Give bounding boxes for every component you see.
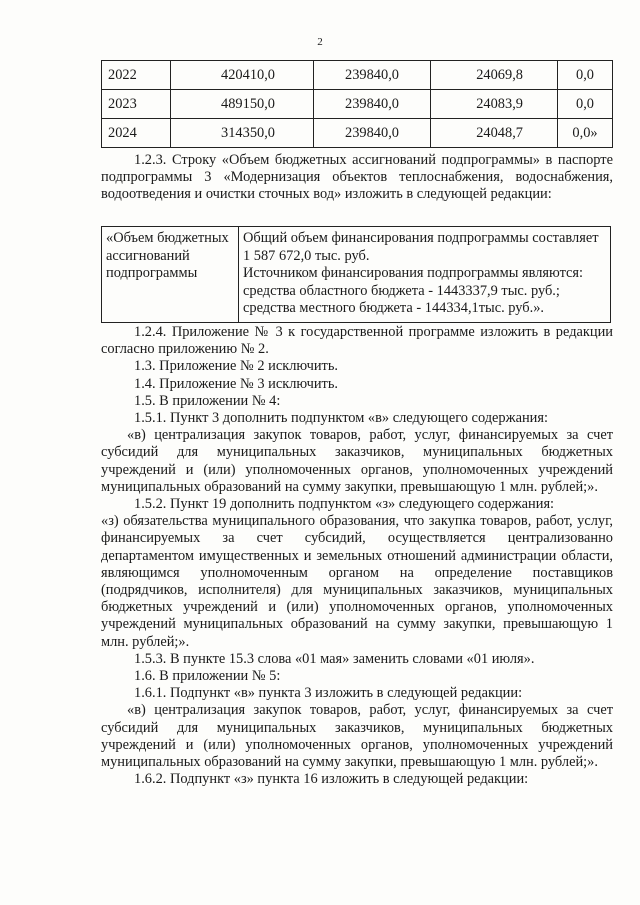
finance-year-cell: 2024 bbox=[102, 119, 171, 148]
body-paragraph: 1.3. Приложение № 2 исключить. bbox=[134, 358, 338, 375]
body-paragraph: «в) централизация закупок товаров, работ, услуг, финансируемых за счет субсидий для муниципальных заказчиков, муниципальных бюджетных учреждений и (или) уполномоченных органов, уполномоченных учреждений муниципальных образований на сумму закупки, превышающую 1 млн. рублей;». bbox=[101, 702, 613, 771]
finance-value-cell: 24048,7 bbox=[431, 119, 558, 148]
paragraph-1-2-3: 1.2.3. Строку «Объем бюджетных ассигнований подпрограммы» в паспорте подпрограммы 3 «Модернизация объектов теплоснабжения, водоснабжения, водоотведения и очистки сточных вод» изложить в следующей редакции: bbox=[101, 152, 613, 203]
body-paragraph: 1.5.3. В пункте 15.3 слова «01 мая» заменить словами «01 июля». bbox=[134, 650, 535, 667]
budget-volume-table bbox=[101, 226, 611, 323]
finance-value-cell: 314350,0 bbox=[171, 119, 314, 148]
body-paragraph: 1.6. В приложении № 5: bbox=[134, 668, 281, 685]
budget-volume-row bbox=[102, 227, 611, 323]
body-paragraph: 1.5.1. Пункт 3 дополнить подпунктом «в» следующего содержания: bbox=[134, 410, 548, 427]
page-number: 2 bbox=[317, 36, 323, 48]
body-paragraph: 1.2.4. Приложение № 3 к государственной программе изложить в редакции согласно приложению № 2. bbox=[101, 324, 613, 358]
body-text bbox=[101, 324, 613, 788]
finance-row bbox=[102, 90, 613, 119]
finance-table-body bbox=[102, 61, 613, 148]
finance-value-cell: 489150,0 bbox=[171, 90, 314, 119]
budget-volume-line: средства местного бюджета - 144334,1тыс. руб.». bbox=[243, 300, 545, 316]
budget-volume-label: «Объем бюджетных ассигнований подпрограммы bbox=[102, 227, 239, 323]
finance-value-cell: 0,0 bbox=[558, 61, 613, 90]
finance-value-cell: 0,0» bbox=[558, 119, 613, 148]
budget-volume-content bbox=[239, 227, 611, 323]
budget-volume-line: средства областного бюджета - 1443337,9 тыс. руб.; bbox=[243, 282, 560, 299]
finance-value-cell: 239840,0 bbox=[314, 119, 431, 148]
finance-year-cell: 2023 bbox=[102, 90, 171, 119]
finance-row bbox=[102, 119, 613, 148]
budget-volume-line: 1 587 672,0 тыс. руб. bbox=[243, 247, 370, 264]
body-paragraph: «з) обязательства муниципального образования, что закупка товаров, работ, услуг, финансируемых за счет субсидий, осуществляется централизованно департаментом имущественных и земельных отношений администрации области, являющимся уполномоченным органом на определение поставщиков (подрядчиков, исполнителя) для муниципальных заказчиков, муниципальных бюджетных учреждений и (или) уполномоченных органов, уполномоченных учреждений муниципальных образований на сумму закупки, превышающую 1 млн. рублей;». bbox=[101, 513, 613, 650]
paragraph-1-2-3-block bbox=[101, 152, 613, 204]
finance-value-cell: 420410,0 bbox=[171, 61, 314, 90]
finance-value-cell: 0,0 bbox=[558, 90, 613, 119]
finance-value-cell: 24083,9 bbox=[431, 90, 558, 119]
finance-value-cell: 239840,0 bbox=[314, 90, 431, 119]
finance-row bbox=[102, 61, 613, 90]
body-paragraph: 1.5.2. Пункт 19 дополнить подпунктом «з» следующего содержания: bbox=[134, 496, 555, 513]
finance-value-cell: 239840,0 bbox=[314, 61, 431, 90]
body-paragraph: 1.4. Приложение № 3 исключить. bbox=[134, 375, 338, 392]
finance-year-cell: 2022 bbox=[102, 61, 171, 90]
body-paragraph: 1.5. В приложении № 4: bbox=[134, 392, 281, 409]
finance-table bbox=[101, 60, 613, 148]
body-paragraph: 1.6.1. Подпункт «в» пункта 3 изложить в следующей редакции: bbox=[134, 685, 523, 702]
body-paragraph: «в) централизация закупок товаров, работ, услуг, финансируемых за счет субсидий для муниципальных заказчиков, муниципальных бюджетных учреждений и (или) уполномоченных органов, уполномоченных учреждений муниципальных образований на сумму закупки, превышающую 1 млн. рублей;». bbox=[101, 427, 613, 495]
budget-volume-line: Источником финансирования подпрограммы являются: bbox=[243, 265, 584, 281]
budget-volume-line: Общий объем финансирования подпрограммы составляет bbox=[243, 230, 599, 246]
body-paragraph: 1.6.2. Подпункт «з» пункта 16 изложить в следующей редакции: bbox=[134, 771, 529, 788]
finance-value-cell: 24069,8 bbox=[431, 61, 558, 90]
